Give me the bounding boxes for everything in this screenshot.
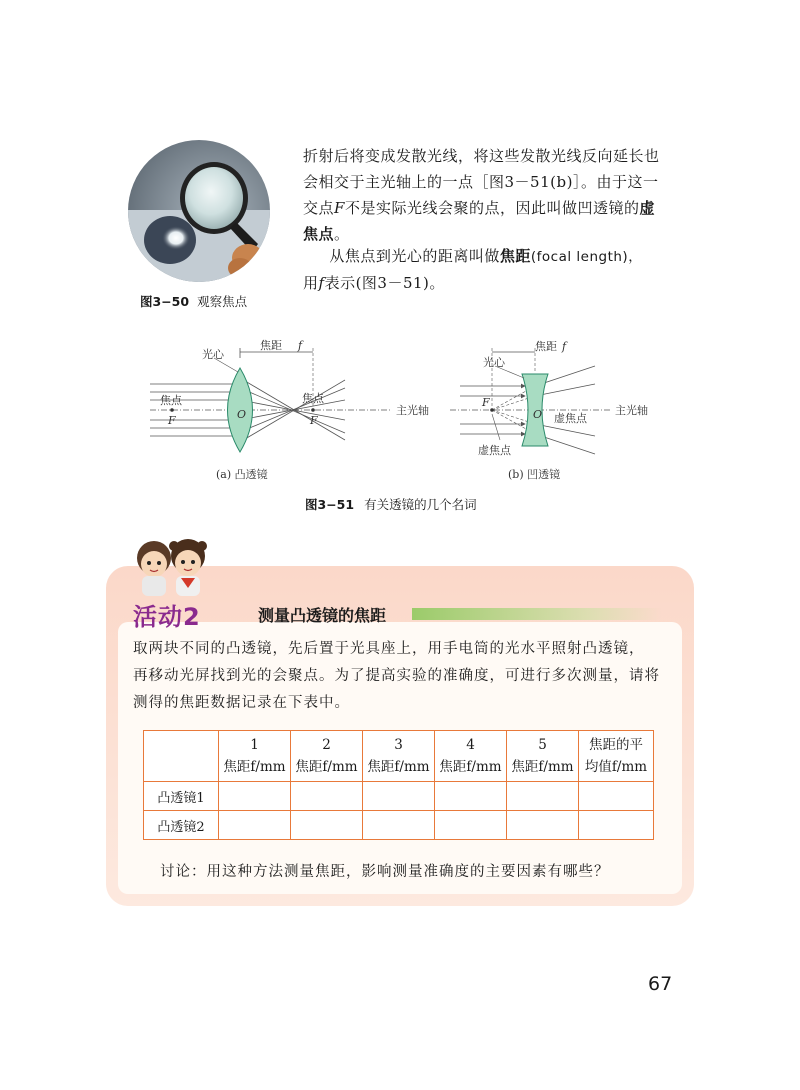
figure-3-51-caption [305, 495, 477, 513]
intro-line-3a: 交点 [303, 199, 335, 217]
figure-number: 图3−51 [305, 497, 355, 512]
table-header-cell [291, 731, 363, 782]
data-cell[interactable] [507, 811, 579, 840]
intro-line-2: 会相交于主光轴上的一点［图3－51(b)］。由于这一 [303, 173, 659, 191]
table-header-avg-cell [579, 731, 654, 782]
convex-focal-length-label: 焦距 [260, 339, 282, 352]
column-unit: 焦距f/mm [295, 759, 358, 775]
convex-F-right: F [310, 414, 318, 427]
convex-optical-center-label: 光心 [202, 348, 224, 361]
concave-focal-symbol: f [562, 340, 567, 353]
concave-caption: (b) 凹透镜 [508, 468, 561, 481]
convex-O: O [237, 408, 247, 421]
lens-diagram [140, 338, 670, 488]
concave-virtual-focus-left: 虚焦点 [478, 444, 511, 457]
table-header-cell [219, 731, 291, 782]
column-number: 2 [322, 737, 331, 753]
concave-focal-length-label: 焦距 [535, 340, 557, 353]
term-virtual: 虚 [639, 199, 655, 217]
data-cell[interactable] [507, 782, 579, 811]
activity-instructions [133, 636, 679, 717]
symbol-F: F [334, 199, 345, 217]
figure-3-50-caption [140, 292, 247, 310]
data-cell[interactable] [579, 811, 654, 840]
table-header-row [144, 731, 654, 782]
intro-paragraph [303, 143, 693, 247]
activity-subtitle: 测量凸透镜的焦距 [258, 606, 387, 625]
convex-focal-symbol: f [298, 339, 303, 352]
data-cell[interactable] [291, 782, 363, 811]
focal-paragraph [303, 243, 693, 296]
data-cell[interactable] [363, 811, 435, 840]
intro-line-1: 折射后将变成发散光线，将这些发散光线反向延长也 [303, 147, 660, 165]
column-unit: 焦距f/mm [223, 759, 286, 775]
concave-axis-label: 主光轴 [615, 404, 648, 417]
magnifier-photo [128, 140, 270, 282]
focal-part1: 从焦点到光心的距离叫做 [329, 247, 500, 265]
concave-F-left: F [482, 396, 490, 409]
column-unit: 焦距f/mm [511, 759, 574, 775]
data-cell[interactable] [435, 782, 507, 811]
table-row [144, 782, 654, 811]
kids-illustration [126, 534, 216, 598]
column-unit: 焦距f/mm [439, 759, 502, 775]
figure-caption: 有关透镜的几个名词 [364, 497, 477, 512]
concave-O: O [533, 408, 543, 421]
focal-length-table [143, 730, 654, 840]
data-cell[interactable] [291, 811, 363, 840]
term-focal-length: 焦距 [499, 247, 531, 265]
instruction-line: 测得的焦距数据记录在下表中。 [133, 695, 350, 711]
convex-axis-label: 主光轴 [396, 404, 429, 417]
data-cell[interactable] [219, 782, 291, 811]
instruction-line: 再移动光屏找到光的会聚点。为了提高实验的准确度，可进行多次测量，请将 [133, 668, 660, 684]
concave-optical-center-label: 光心 [483, 356, 505, 369]
avg-label-line2: 均值f/mm [584, 759, 648, 775]
concave-virtual-focus-right: 虚焦点 [554, 412, 587, 425]
table-row [144, 811, 654, 840]
column-number: 4 [466, 737, 475, 753]
convex-caption: (a) 凸透镜 [216, 468, 268, 481]
intro-period: 。 [334, 225, 350, 243]
instruction-line: 取两块不同的凸透镜，先后置于光具座上，用手电筒的光水平照射凸透镜， [133, 641, 645, 657]
data-cell[interactable] [579, 782, 654, 811]
focal-part4: 表示(图3－51)。 [324, 274, 445, 292]
symbol-f: f [318, 274, 325, 292]
data-cell[interactable] [363, 782, 435, 811]
data-cell[interactable] [435, 811, 507, 840]
term-focus: 焦点 [303, 225, 335, 243]
column-unit: 焦距f/mm [367, 759, 430, 775]
convex-F-left: F [168, 414, 176, 427]
convex-focus-right-label: 焦点 [302, 392, 324, 405]
focal-part2: (focal length)， [530, 249, 643, 265]
figure-number: 图3−50 [140, 294, 190, 309]
table-header-cell [435, 731, 507, 782]
column-number: 1 [250, 737, 259, 753]
concave-lens-diagram [450, 339, 648, 481]
data-cell[interactable] [219, 811, 291, 840]
convex-focus-left-label: 焦点 [160, 394, 182, 407]
activity-title: 活动2 [133, 603, 201, 631]
discussion-question: 讨论：用这种方法测量焦距，影响测量准确度的主要因素有哪些？ [160, 864, 610, 880]
column-number: 5 [538, 737, 547, 753]
intro-line-3b: 不是实际光线会聚的点，因此叫做凹透镜的 [344, 199, 640, 217]
activity-title-bar [412, 608, 662, 620]
convex-lens-diagram [150, 338, 429, 481]
table-header-cell [507, 731, 579, 782]
avg-label-line1: 焦距的平 [589, 737, 643, 753]
table-header-cell [363, 731, 435, 782]
row-label: 凸透镜2 [144, 811, 219, 840]
row-label: 凸透镜1 [144, 782, 219, 811]
column-number: 3 [394, 737, 403, 753]
page-number: 67 [648, 973, 673, 995]
table-corner-cell [144, 731, 219, 782]
figure-caption: 观察焦点 [197, 294, 248, 309]
focal-part3: 用 [303, 274, 319, 292]
